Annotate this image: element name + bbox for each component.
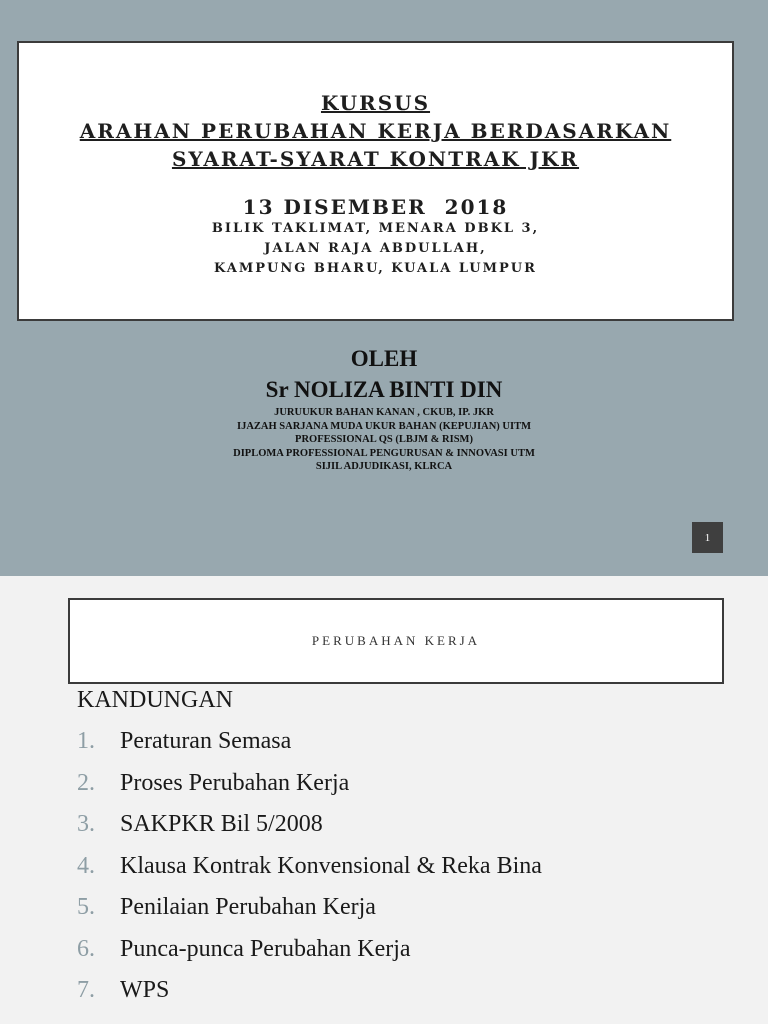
toc-text: Penilaian Perubahan Kerja <box>120 894 376 920</box>
title-line: KURSUS <box>320 91 431 115</box>
toc-item <box>77 811 542 853</box>
toc-number: 2. <box>77 769 95 796</box>
venue <box>19 219 732 279</box>
toc-number: 1. <box>77 728 95 754</box>
toc-number: 6. <box>77 935 95 962</box>
header-box <box>68 598 724 684</box>
venue-line: JALAN RAJA ABDULLAH, <box>264 241 487 256</box>
author-name: Sr NOLIZA BINTI DIN <box>265 377 503 402</box>
course-title <box>19 89 732 173</box>
venue-line: KAMPUNG BHARU, KUALA LUMPUR <box>214 261 537 276</box>
toc-item <box>77 728 542 770</box>
page-number-badge: 1 <box>692 522 723 553</box>
by-label: OLEH <box>350 346 418 371</box>
toc-text: WPS <box>120 977 170 1003</box>
slide-2 <box>0 576 768 1024</box>
toc-number: 3. <box>77 811 95 837</box>
toc-text: Klausa Kontrak Konvensional & Reka Bina <box>120 852 542 879</box>
toc-item <box>77 770 542 812</box>
toc-number: 4. <box>77 852 95 879</box>
credential-line: PROFESSIONAL QS (LBJM & RISM) <box>295 434 473 445</box>
toc-text: Peraturan Semasa <box>120 728 292 754</box>
title-box <box>17 41 734 321</box>
table-of-contents <box>77 728 542 1019</box>
toc-item <box>77 936 542 978</box>
section-heading: KANDUNGAN <box>77 687 233 713</box>
toc-text: Proses Perubahan Kerja <box>120 769 350 796</box>
course-date: 13 DISEMBER 2018 <box>242 195 509 219</box>
title-line: ARAHAN PERUBAHAN KERJA BERDASARKAN <box>79 119 672 143</box>
credential-line: DIPLOMA PROFESSIONAL PENGURUSAN & INNOVASI UTM <box>233 447 535 459</box>
toc-number: 7. <box>77 977 95 1003</box>
venue-line: BILIK TAKLIMAT, MENARA DBKL 3, <box>211 221 540 236</box>
author-block <box>0 344 768 474</box>
toc-item <box>77 853 542 895</box>
title-line: SYARAT-SYARAT KONTRAK JKR <box>171 147 580 171</box>
toc-text: SAKPKR Bil 5/2008 <box>120 811 323 837</box>
header-title: PERUBAHAN KERJA <box>311 633 481 648</box>
credential-line: IJAZAH SARJANA MUDA UKUR BAHAN (KEPUJIAN) UITM <box>236 420 531 432</box>
toc-item <box>77 894 542 936</box>
toc-number: 5. <box>77 894 95 920</box>
credential-line: SIJIL ADJUDIKASI, KLRCA <box>315 461 453 472</box>
toc-text: Punca-punca Perubahan Kerja <box>120 935 411 962</box>
credential-line: JURUUKUR BAHAN KANAN , CKUB, IP. JKR <box>274 407 494 418</box>
toc-item <box>77 977 542 1019</box>
